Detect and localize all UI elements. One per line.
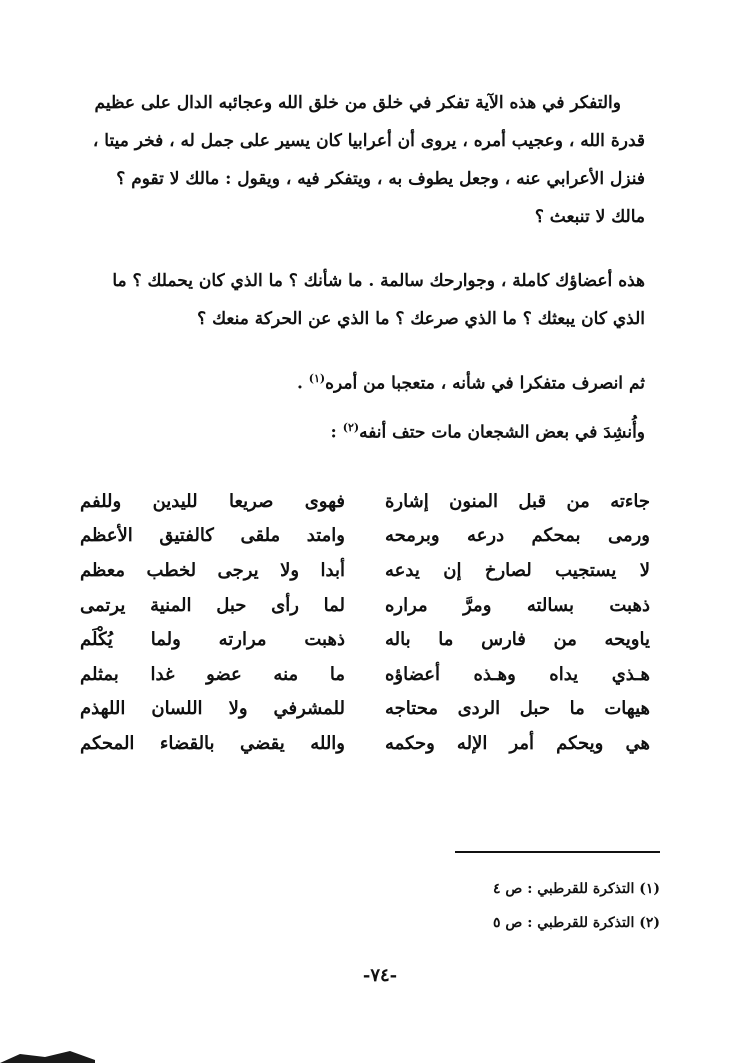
- footnote-2: (٢) التذكرة للقرطبي : ص ٥: [493, 915, 660, 931]
- poem-verse: [80, 484, 650, 519]
- footnotes: [360, 872, 660, 940]
- poem-verse: [80, 519, 650, 554]
- verse-second-hemistich: أبدا ولا يرجى لخطب معظم: [80, 559, 345, 581]
- page-number: -٧٤-: [362, 965, 398, 986]
- scan-edge-mark: [0, 1048, 95, 1063]
- poem-verse: [80, 553, 650, 588]
- poem-verse: [80, 692, 650, 727]
- paragraph-1: [85, 84, 645, 236]
- poem-verse: [80, 726, 650, 761]
- poem-verse: [80, 657, 650, 692]
- poem-verse: [80, 622, 650, 657]
- poem-intro-text: وأُنشِدَ في بعض الشجعان مات حتف أنفه: [359, 422, 645, 443]
- verse-second-hemistich: لما رأى حبل المنية يرتمى: [80, 594, 345, 616]
- verse-first-hemistich: ياويحه من فارس ما باله: [385, 629, 650, 651]
- verse-second-hemistich: ذهبت مرارته ولما يُكْلَم: [80, 629, 345, 651]
- verse-first-hemistich: هـذي يداه وهـذه أعضاؤه: [385, 663, 650, 685]
- paragraph-2: [85, 262, 645, 338]
- verse-first-hemistich: لا يستجيب لصارخ إن يدعه: [385, 559, 650, 581]
- footnote-1: (١) التذكرة للقرطبي : ص ٤: [493, 881, 660, 897]
- verse-first-hemistich: ذهبت بسالته ومرَّ مراره: [385, 594, 650, 616]
- paragraph-2-line-1: هذه أعضاؤك كاملة ، وجوارحك سالمة . ما شأنك ؟ ما الذي كان يحملك ؟ ما: [112, 271, 645, 291]
- paragraph-2-line-2: الذي كان يبعثك ؟ ما الذي صرعك ؟ ما الذي عن الحركة منعك ؟: [197, 309, 645, 329]
- verse-second-hemistich: للمشرفي ولا اللسان اللهذم: [80, 698, 345, 720]
- poem: [80, 484, 650, 761]
- footnote-ref-2: (٢): [342, 421, 360, 434]
- verse-second-hemistich: والله يقضي بالقضاء المحكم: [80, 732, 345, 754]
- narrative-line-end: .: [296, 373, 309, 394]
- footnote-divider: [455, 851, 660, 853]
- paragraph-1-line-4: مالك لا تنبعث ؟: [534, 207, 645, 227]
- paragraph-1-line-3: فنزل الأعرابي عنه ، وجعل يطوف به ، ويتفكر فيه ، ويقول : مالك لا تقوم ؟: [116, 169, 645, 189]
- verse-first-hemistich: جاءته من قبل المنون إشارة: [385, 490, 650, 512]
- poem-intro-end: :: [330, 422, 343, 443]
- poem-verse: [80, 588, 650, 623]
- verse-second-hemistich: فهوى صريعا لليدين وللفم: [80, 490, 345, 512]
- verse-first-hemistich: ورمى بمحكم درعه وبرمحه: [385, 525, 650, 547]
- footnote-ref-1: (١): [308, 372, 326, 385]
- verse-second-hemistich: ما منه عضو غدا بمثلم: [80, 663, 345, 685]
- narrative-line-text: ثم انصرف متفكرا في شأنه ، متعجبا من أمره: [325, 373, 645, 394]
- verse-second-hemistich: وامتد ملقى كالفتيق الأعظم: [80, 525, 345, 547]
- narrative-line: [145, 364, 645, 399]
- verse-first-hemistich: هي ويحكم أمر الإله وحكمه: [385, 732, 650, 754]
- paragraph-1-line-1: والتفكر في هذه الآية تفكر في خلق من خلق الله وعجائبه الدال على عظيم: [94, 93, 621, 113]
- poem-intro-line: [145, 413, 645, 448]
- verse-first-hemistich: هيهات ما حبل الردى محتاجه: [385, 698, 650, 720]
- paragraph-1-line-2: قدرة الله ، وعجيب أمره ، يروى أن أعرابيا كان يسير على جمل له ، فخر ميتا ،: [92, 131, 645, 151]
